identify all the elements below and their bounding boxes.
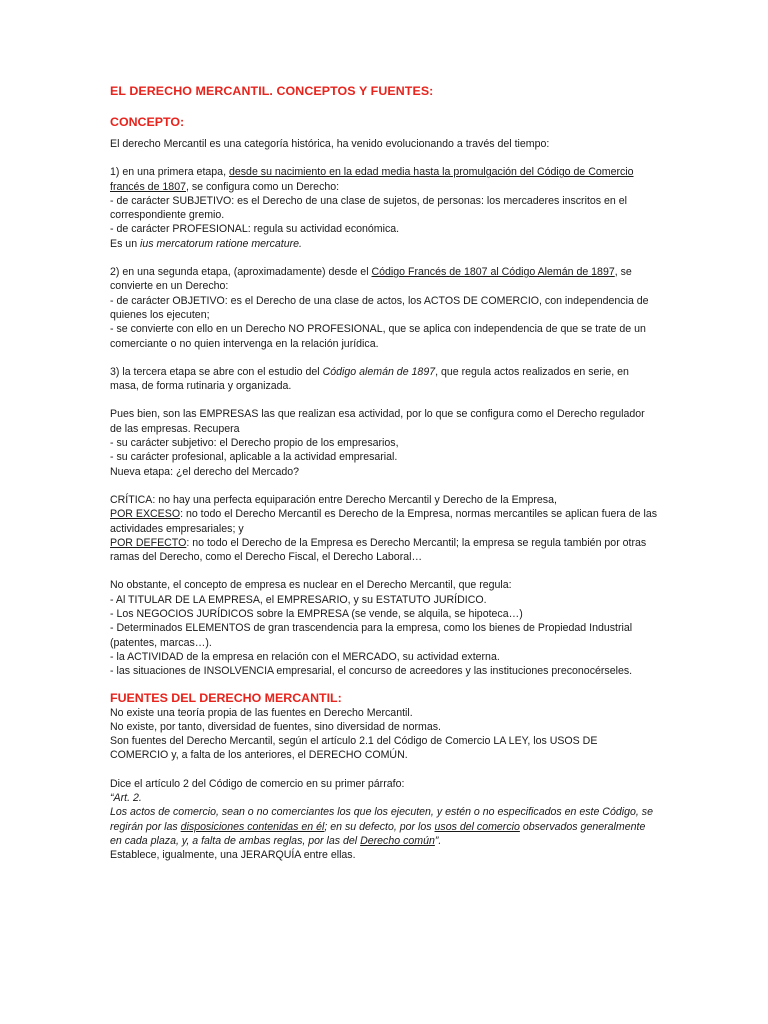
empresas-paragraph xyxy=(110,407,658,478)
etapa-2-paragraph xyxy=(110,265,658,351)
etapa-2-text-b: , se convierte en un Derecho: xyxy=(110,266,632,293)
nuclear-line-3: - Los NEGOCIOS JURÍDICOS sobre la EMPRESA (se vende, se alquila, se hipoteca…) xyxy=(110,608,523,621)
etapa-1-line-3-italic: ius mercatorum ratione mercature. xyxy=(140,237,302,250)
articulo-underline-2: usos del comercio xyxy=(434,820,520,833)
nuclear-line-1: No obstante, el concepto de empresa es nuclear en el Derecho Mercantil, que regula: xyxy=(110,579,512,592)
articulo-text-2: ; en su defecto, por los xyxy=(324,820,435,833)
etapa-3-italic: Código alemán de 1897 xyxy=(322,365,436,378)
section-heading-fuentes: FUENTES DEL DERECHO MERCANTIL: xyxy=(110,690,342,705)
section-heading-concepto: CONCEPTO: xyxy=(110,115,185,129)
fuentes-line-1: No existe una teoría propia de las fuentes en Derecho Mercantil. xyxy=(110,706,413,719)
nuclear-line-2: - Al TITULAR DE LA EMPRESA, el EMPRESARIO, y su ESTATUTO JURÍDICO. xyxy=(110,593,487,606)
articulo-underline-3: Derecho común xyxy=(360,834,435,847)
etapa-2-text-a: 2) en una segunda etapa, (aproximadamente) desde el xyxy=(110,266,372,279)
articulo-underline-1: disposiciones contenidas en él xyxy=(180,820,325,833)
fuentes-line-3: Son fuentes del Derecho Mercantil, según el artículo 2.1 del Código de Comercio LA LEY, los USOS DE COMERCIO y, a falta de los anteriores, el DERECHO COMÚN. xyxy=(110,735,598,762)
etapa-2-line-2: - se convierte con ello en un Derecho NO PROFESIONAL, que se aplica con independencia de que se trate de un comerciante o no quien intervenga en la relación jurídica. xyxy=(110,323,646,350)
etapa-1-line-1: - de carácter SUBJETIVO: es el Derecho de una clase de sujetos, de personas: los mercaderes inscritos en el correspondiente gremio. xyxy=(110,194,627,222)
etapa-3-paragraph xyxy=(110,365,658,394)
por-defecto-label: POR DEFECTO xyxy=(110,536,187,549)
etapa-1-paragraph xyxy=(110,165,658,251)
etapa-1-line-3a: Es un xyxy=(110,237,141,250)
articulo-text-4: ”. xyxy=(434,834,442,847)
articulo-text-3: observados generalmente en cada plaza, y, a falta de ambas reglas, por las del xyxy=(110,820,646,847)
articulo-label: “Art. 2. xyxy=(110,791,142,804)
empresas-line-1: Pues bien, son las EMPRESAS las que realizan esa actividad, por lo que se configura como el Derecho regulador de las empresas. Recupera xyxy=(110,408,645,435)
document-title: EL DERECHO MERCANTIL. CONCEPTOS Y FUENTES: xyxy=(110,84,434,98)
empresas-line-4: Nueva etapa: ¿el derecho del Mercado? xyxy=(110,465,300,478)
etapa-1-text-b: , se configura como un Derecho: xyxy=(185,180,340,193)
concepto-intro: El derecho Mercantil es una categoría histórica, ha venido evolucionando a través del tiempo: xyxy=(110,138,550,150)
articulo-intro: Dice el artículo 2 del Código de comercio en su primer párrafo: xyxy=(110,777,405,790)
articulo-quote xyxy=(110,806,653,847)
etapa-2-underlined: Código Francés de 1807 al Código Alemán de 1897 xyxy=(371,266,615,279)
articulo-cierre: Establece, igualmente, una JERARQUÍA entre ellas. xyxy=(110,849,356,862)
fuentes-paragraph xyxy=(110,706,658,763)
por-defecto-text: : no todo el Derecho de la Empresa es Derecho Mercantil; la empresa se regula también por otras ramas del Derecho, como el Derecho Fiscal, el Derecho Laboral… xyxy=(110,536,647,564)
critica-line-1: CRÍTICA: no hay una perfecta equiparación entre Derecho Mercantil y Derecho de la Empresa, xyxy=(110,493,557,506)
nuclear-paragraph xyxy=(110,578,658,678)
nuclear-line-6: - las situaciones de INSOLVENCIA empresarial, el concurso de acreedores y las instituciones preconocérseles. xyxy=(110,665,633,678)
document-body xyxy=(110,84,658,876)
etapa-1-text-a: 1) en una primera etapa, xyxy=(110,166,229,179)
empresas-line-2: - su carácter subjetivo: el Derecho propio de los empresarios, xyxy=(110,437,399,450)
fuentes-line-2: No existe, por tanto, diversidad de fuentes, sino diversidad de normas. xyxy=(110,720,441,733)
etapa-1-line-2: - de carácter PROFESIONAL: regula su actividad económica. xyxy=(110,223,400,236)
etapa-3-text-a: 3) la tercera etapa se abre con el estudio del xyxy=(110,365,323,378)
critica-paragraph xyxy=(110,493,658,564)
empresas-line-3: - su carácter profesional, aplicable a la actividad empresarial. xyxy=(110,451,398,464)
por-exceso-text: : no todo el Derecho Mercantil es Derecho de la Empresa, normas mercantiles se aplican fuera de las actividades empresariales; y xyxy=(110,508,658,535)
articulo-2-paragraph xyxy=(110,777,658,863)
nuclear-line-4: - Determinados ELEMENTOS de gran trascendencia para la empresa, como los bienes de Propiedad Industrial (patentes, marcas…). xyxy=(110,622,633,649)
etapa-1-underlined: desde su nacimiento en la edad media hasta la promulgación del Código de Comercio francés de 1807 xyxy=(110,166,634,193)
nuclear-line-5: - la ACTIVIDAD de la empresa en relación con el MERCADO, su actividad externa. xyxy=(110,650,500,663)
etapa-2-line-1: - de carácter OBJETIVO: es el Derecho de una clase de actos, los ACTOS DE COMERCIO, con independencia de quienes los ejecuten; xyxy=(110,294,649,321)
articulo-text-1: Los actos de comercio, sean o no comerciantes los que los ejecuten, y estén o no especificados en este Código, se regirán por las xyxy=(110,806,653,833)
por-exceso-label: POR EXCESO xyxy=(110,508,181,521)
etapa-3-text-b: , que regula actos realizados en serie, en masa, de forma rutinaria y organizada. xyxy=(110,365,629,393)
